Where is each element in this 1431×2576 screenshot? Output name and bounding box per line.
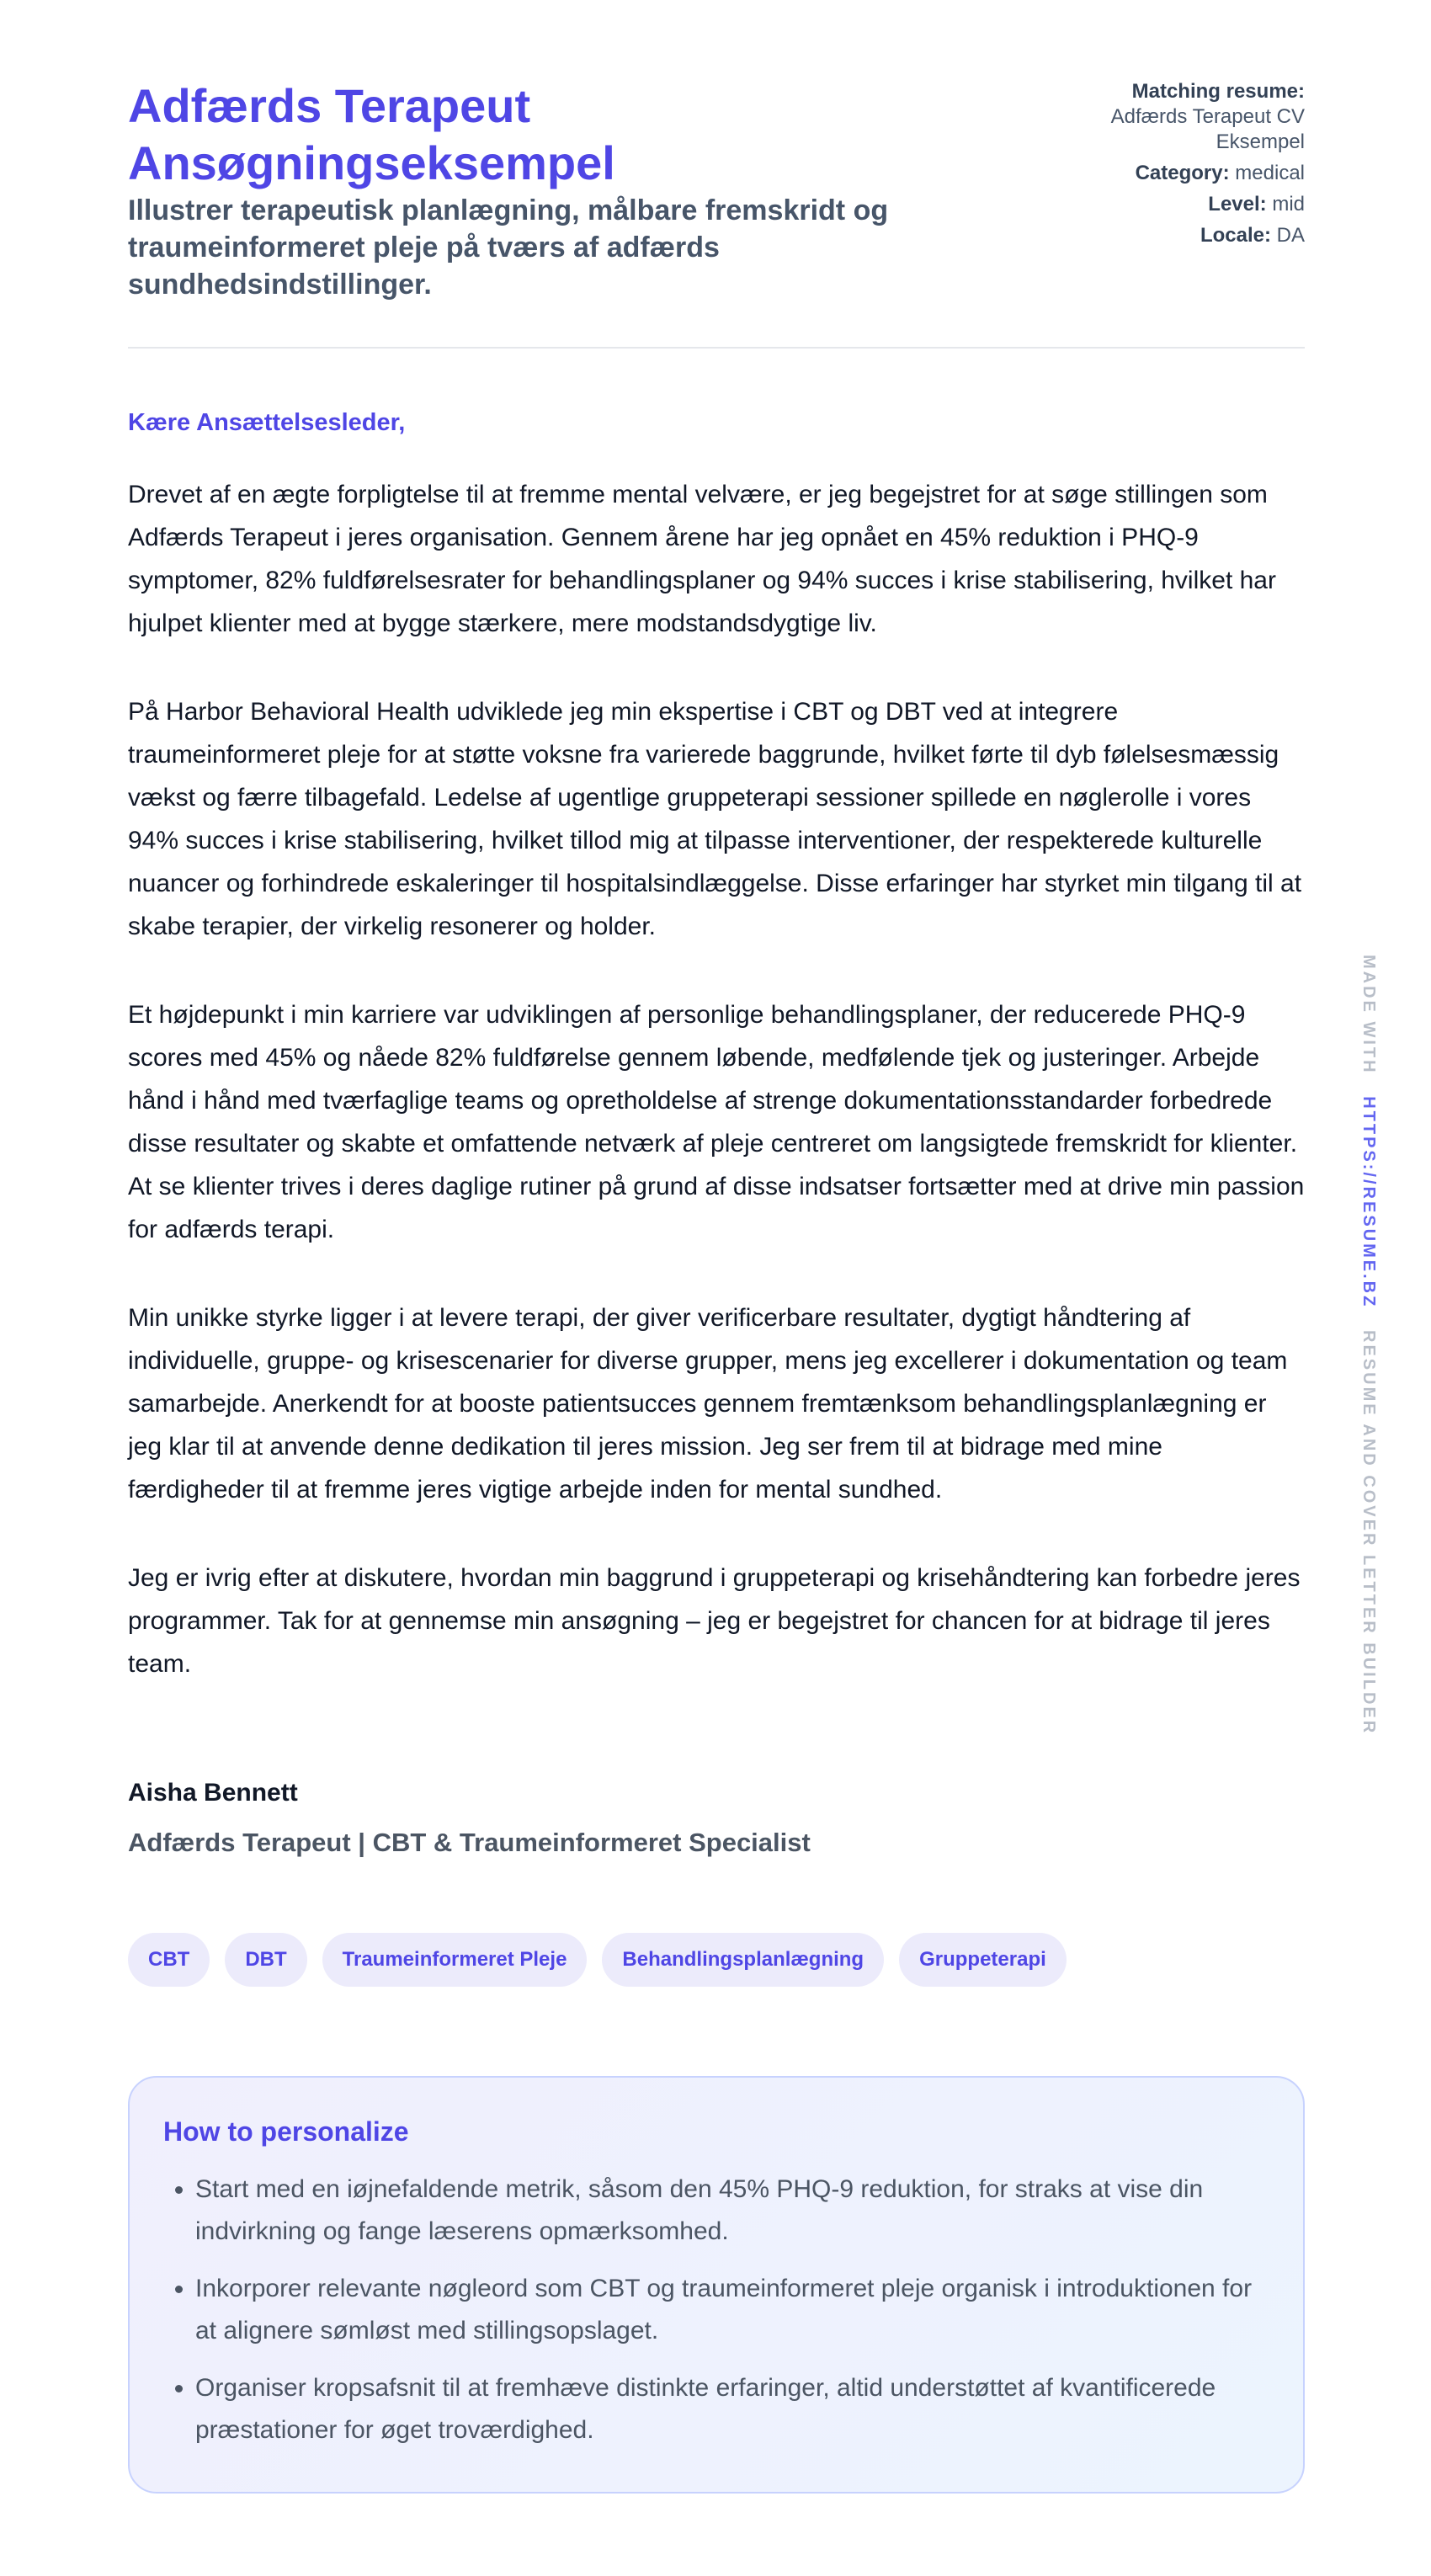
- tips-item: • Inkorporer relevante nøgleord som CBT og traumeinformeret pleje organisk i introduktionen for at alignere sømløst med stillingsopslaget.: [195, 2268, 1269, 2352]
- meta-locale-value: DA: [1276, 224, 1305, 247]
- header: [128, 0, 1305, 349]
- header-divider: [128, 347, 1305, 349]
- skill-tag: DBT: [225, 1933, 306, 1987]
- personalize-tips-box: [128, 2076, 1305, 2494]
- page-title: Adfærds Terapeut Ansøgningseksempel: [128, 79, 615, 189]
- meta-category: [1035, 161, 1305, 186]
- letter-paragraph: På Harbor Behavioral Health udviklede jeg min ekspertise i CBT og DBT ved at integrere traumeinformeret pleje for at støtte voksne fra varierede baggrunde, hvilket førte til dyb følelsesmæssig vækst og færre tilbagefald. Ledelse af ugentlige gruppeterapi sessioner spillede en nøglerolle i vores 94% succes i krise stabilisering, hvilket tillod mig at tilpasse interventioner, der respekterede kulturelle nuancer og forhindrede eskaleringer til hospitalsindlæggelse. Disse erfaringer har styrket min tilgang til at skabe terapier, der virkelig resonerer og holder.: [128, 698, 1302, 940]
- watermark-prefix: MADE WITH: [1359, 955, 1378, 1075]
- letter-paragraph: Et højdepunkt i min karriere var udviklingen af personlige behandlingsplaner, der reducerede PHQ-9 scores med 45% og nåede 82% fuldførelse gennem løbende, medfølende tjek og justeringer. Arbejde hånd i hånd med tværfaglige teams og opretholdelse af strenge dokumentationsstandarder forbedrede disse resultater og skabte et omfattende netværk af pleje centreret om langsigtede fremskridt for klienter. At se klienter trives i deres daglige rutiner på grund af disse indsatser fortsætter med at drive min passion for adfærds terapi.: [128, 1001, 1305, 1243]
- tips-list: [163, 2169, 1269, 2451]
- letter-body: [128, 473, 1305, 1731]
- signature-name: Aisha Bennett: [128, 1779, 298, 1807]
- letter-paragraph: Drevet af en ægte forpligtelse til at fremme mental velvære, er jeg begejstret for at søge stillingen som Adfærds Terapeut i jeres organisation. Gennem årene har jeg opnået en 45% reduktion i PHQ-9 symptomer, 82% fuldførelsesrater for behandlingsplaner og 94% succes i krise stabilisering, hvilket har hjulpet klienter med at bygge stærkere, mere modstandsdygtige liv.: [128, 481, 1276, 637]
- meta-matching-label: Matching resume:: [1131, 80, 1305, 103]
- skill-tag: Traumeinformeret Pleje: [322, 1933, 588, 1987]
- letter-paragraph: Jeg er ivrig efter at diskutere, hvordan min baggrund i gruppeterapi og krisehåndtering kan forbedre jeres programmer. Tak for at gennemse min ansøgning – jeg er begejstret for chancen for at bidrage til jeres team.: [128, 1564, 1301, 1678]
- tips-item: • Organiser kropsafsnit til at fremhæve distinkte erfaringer, altid understøttet af kvantificerede præstationer for øget troværdighed.: [195, 2367, 1269, 2451]
- made-with-watermark: [1359, 955, 1378, 1735]
- skill-tag: Behandlingsplanlægning: [602, 1933, 884, 1987]
- meta-level-value: mid: [1272, 193, 1305, 216]
- letter-paragraph: Min unikke styrke ligger i at levere terapi, der giver verificerbare resultater, dygtigt håndtering af individuelle, gruppe- og krisescenarier for diverse grupper, mens jeg excellerer i dokumentation og team samarbejde. Anerkendt for at booste patientsucces gennem fremtænksom behandlingsplanlægning er jeg klar til at anvende denne dedikation til jeres mission. Jeg ser frem til at bidrage med mine færdigheder til at fremme jeres vigtige arbejde inden for mental sundhed.: [128, 1304, 1288, 1504]
- signature-role: Adfærds Terapeut | CBT & Traumeinformeret Specialist: [128, 1828, 811, 1857]
- meta-level-label: Level:: [1208, 193, 1267, 216]
- meta-matching-value[interactable]: Adfærds Terapeut CV Eksempel: [1110, 105, 1305, 153]
- skill-tag: CBT: [128, 1933, 210, 1987]
- tips-item: • Start med en iøjnefaldende metrik, såsom den 45% PHQ-9 reduktion, for straks at vise din indvirkning og fange læserens opmærksomhed.: [195, 2169, 1269, 2253]
- meta-matching-resume: [1035, 79, 1305, 155]
- meta-locale-label: Locale:: [1200, 224, 1271, 247]
- cover-letter-page: [128, 0, 1305, 2444]
- skill-tag: Gruppeterapi: [899, 1933, 1067, 1987]
- salutation: Kære Ansættelsesleder,: [128, 409, 406, 436]
- watermark-link[interactable]: HTTPS://RESUME.BZ: [1359, 1096, 1378, 1309]
- skill-tags: [128, 1933, 1067, 1987]
- page-subtitle: Illustrer terapeutisk planlægning, målbare fremskridt og traumeinformeret pleje på tværs af adfærds sundhedsindstillinger.: [128, 194, 889, 301]
- meta-category-label: Category:: [1135, 162, 1230, 184]
- meta-level: [1035, 192, 1305, 217]
- meta-locale: [1035, 223, 1305, 248]
- meta-category-value: medical: [1235, 162, 1305, 184]
- watermark-suffix: RESUME AND COVER LETTER BUILDER: [1359, 1330, 1378, 1736]
- tips-title: How to personalize: [163, 2116, 409, 2147]
- meta-panel: [1035, 79, 1305, 254]
